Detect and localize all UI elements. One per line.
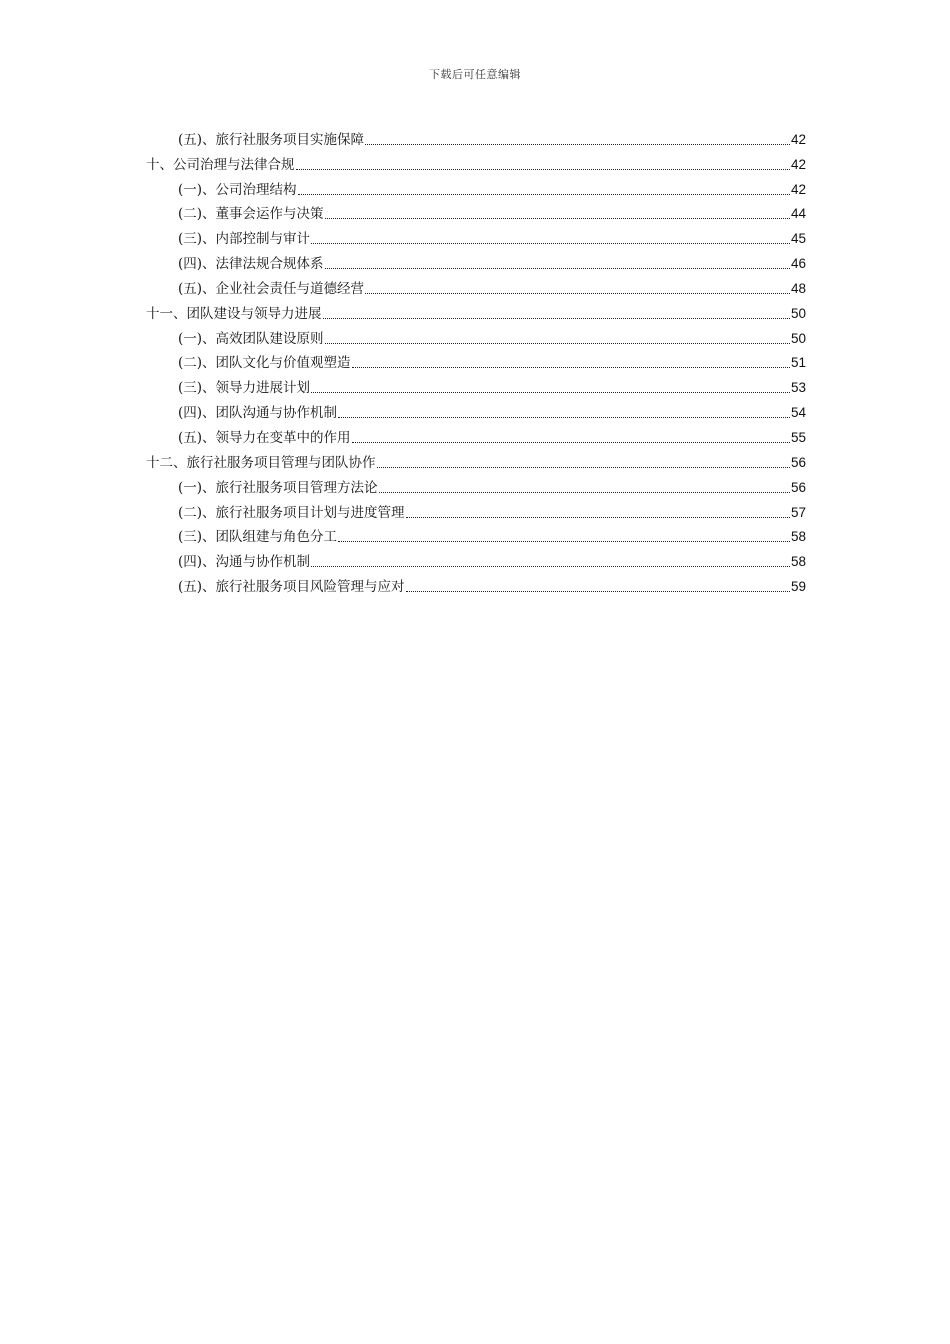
toc-dot-leader (311, 243, 790, 244)
toc-entry-page-number: 57 (790, 504, 806, 520)
toc-entry-label: 十、公司治理与法律合规 (146, 156, 295, 173)
toc-entry-label: (二)、团队文化与价值观塑造 (178, 355, 351, 372)
toc-entry[interactable] (146, 374, 806, 399)
toc-entry-page-number: 42 (790, 156, 806, 172)
toc-dot-leader (379, 492, 790, 493)
toc-entry[interactable] (146, 201, 806, 226)
toc-entry-label: (二)、旅行社服务项目计划与进度管理 (178, 504, 405, 521)
toc-entry-page-number: 50 (790, 330, 806, 346)
toc-dot-leader (311, 566, 790, 567)
toc-entry[interactable] (146, 300, 806, 325)
toc-entry[interactable] (146, 499, 806, 524)
toc-entry-label: (四)、团队沟通与协作机制 (178, 405, 338, 422)
page-header: 下载后可任意编辑 (429, 68, 521, 81)
toc-entry[interactable] (146, 151, 806, 176)
toc-entry-page-number: 42 (790, 181, 806, 197)
toc-entry[interactable] (146, 225, 806, 250)
toc-dot-leader (325, 218, 790, 219)
toc-dot-leader (311, 392, 790, 393)
toc-entry-label: 十二、旅行社服务项目管理与团队协作 (146, 454, 376, 471)
toc-dot-leader (323, 318, 790, 319)
toc-entry[interactable] (146, 548, 806, 573)
toc-dot-leader (377, 467, 790, 468)
table-of-contents (146, 126, 806, 598)
toc-dot-leader (365, 293, 790, 294)
toc-entry[interactable] (146, 250, 806, 275)
toc-entry-page-number: 50 (790, 305, 806, 321)
toc-entry-label: (三)、团队组建与角色分工 (178, 529, 338, 546)
toc-dot-leader (406, 591, 790, 592)
toc-entry-label: (二)、董事会运作与决策 (178, 206, 324, 223)
toc-entry-page-number: 58 (790, 529, 806, 545)
toc-entry-page-number: 58 (790, 554, 806, 570)
toc-dot-leader (296, 169, 790, 170)
toc-entry-label: (五)、领导力在变革中的作用 (178, 429, 351, 446)
toc-entry-page-number: 59 (790, 579, 806, 595)
toc-dot-leader (325, 268, 790, 269)
toc-entry-label: (四)、沟通与协作机制 (178, 554, 311, 571)
toc-entry-label: (五)、企业社会责任与道德经营 (178, 280, 365, 297)
toc-entry-page-number: 44 (790, 206, 806, 222)
toc-entry-label: (三)、内部控制与审计 (178, 231, 311, 248)
toc-entry[interactable] (146, 424, 806, 449)
toc-dot-leader (352, 442, 790, 443)
toc-entry[interactable] (146, 176, 806, 201)
toc-entry[interactable] (146, 573, 806, 598)
toc-entry-page-number: 42 (790, 131, 806, 147)
toc-entry-page-number: 53 (790, 380, 806, 396)
toc-entry-page-number: 51 (790, 355, 806, 371)
toc-entry[interactable] (146, 474, 806, 499)
toc-dot-leader (338, 417, 790, 418)
toc-entry[interactable] (146, 524, 806, 549)
toc-entry-page-number: 55 (790, 429, 806, 445)
toc-entry-label: (一)、公司治理结构 (178, 181, 297, 198)
toc-entry[interactable] (146, 126, 806, 151)
toc-entry-page-number: 54 (790, 405, 806, 421)
toc-entry-label: (五)、旅行社服务项目风险管理与应对 (178, 579, 405, 596)
toc-entry[interactable] (146, 449, 806, 474)
toc-entry-label: 十一、团队建设与领导力进展 (146, 305, 322, 322)
toc-dot-leader (365, 144, 790, 145)
toc-dot-leader (406, 517, 790, 518)
toc-entry-label: (一)、旅行社服务项目管理方法论 (178, 479, 378, 496)
toc-entry-page-number: 46 (790, 256, 806, 272)
toc-entry[interactable] (146, 350, 806, 375)
toc-entry[interactable] (146, 325, 806, 350)
toc-entry-label: (三)、领导力进展计划 (178, 380, 311, 397)
toc-entry-label: (五)、旅行社服务项目实施保障 (178, 131, 365, 148)
toc-dot-leader (298, 194, 790, 195)
toc-entry-page-number: 56 (790, 454, 806, 470)
toc-entry-page-number: 56 (790, 479, 806, 495)
toc-entry-page-number: 45 (790, 231, 806, 247)
toc-entry-label: (一)、高效团队建设原则 (178, 330, 324, 347)
toc-dot-leader (338, 541, 790, 542)
toc-entry[interactable] (146, 399, 806, 424)
toc-dot-leader (325, 343, 790, 344)
toc-entry-label: (四)、法律法规合规体系 (178, 256, 324, 273)
toc-entry-page-number: 48 (790, 280, 806, 296)
toc-dot-leader (352, 367, 790, 368)
toc-entry[interactable] (146, 275, 806, 300)
